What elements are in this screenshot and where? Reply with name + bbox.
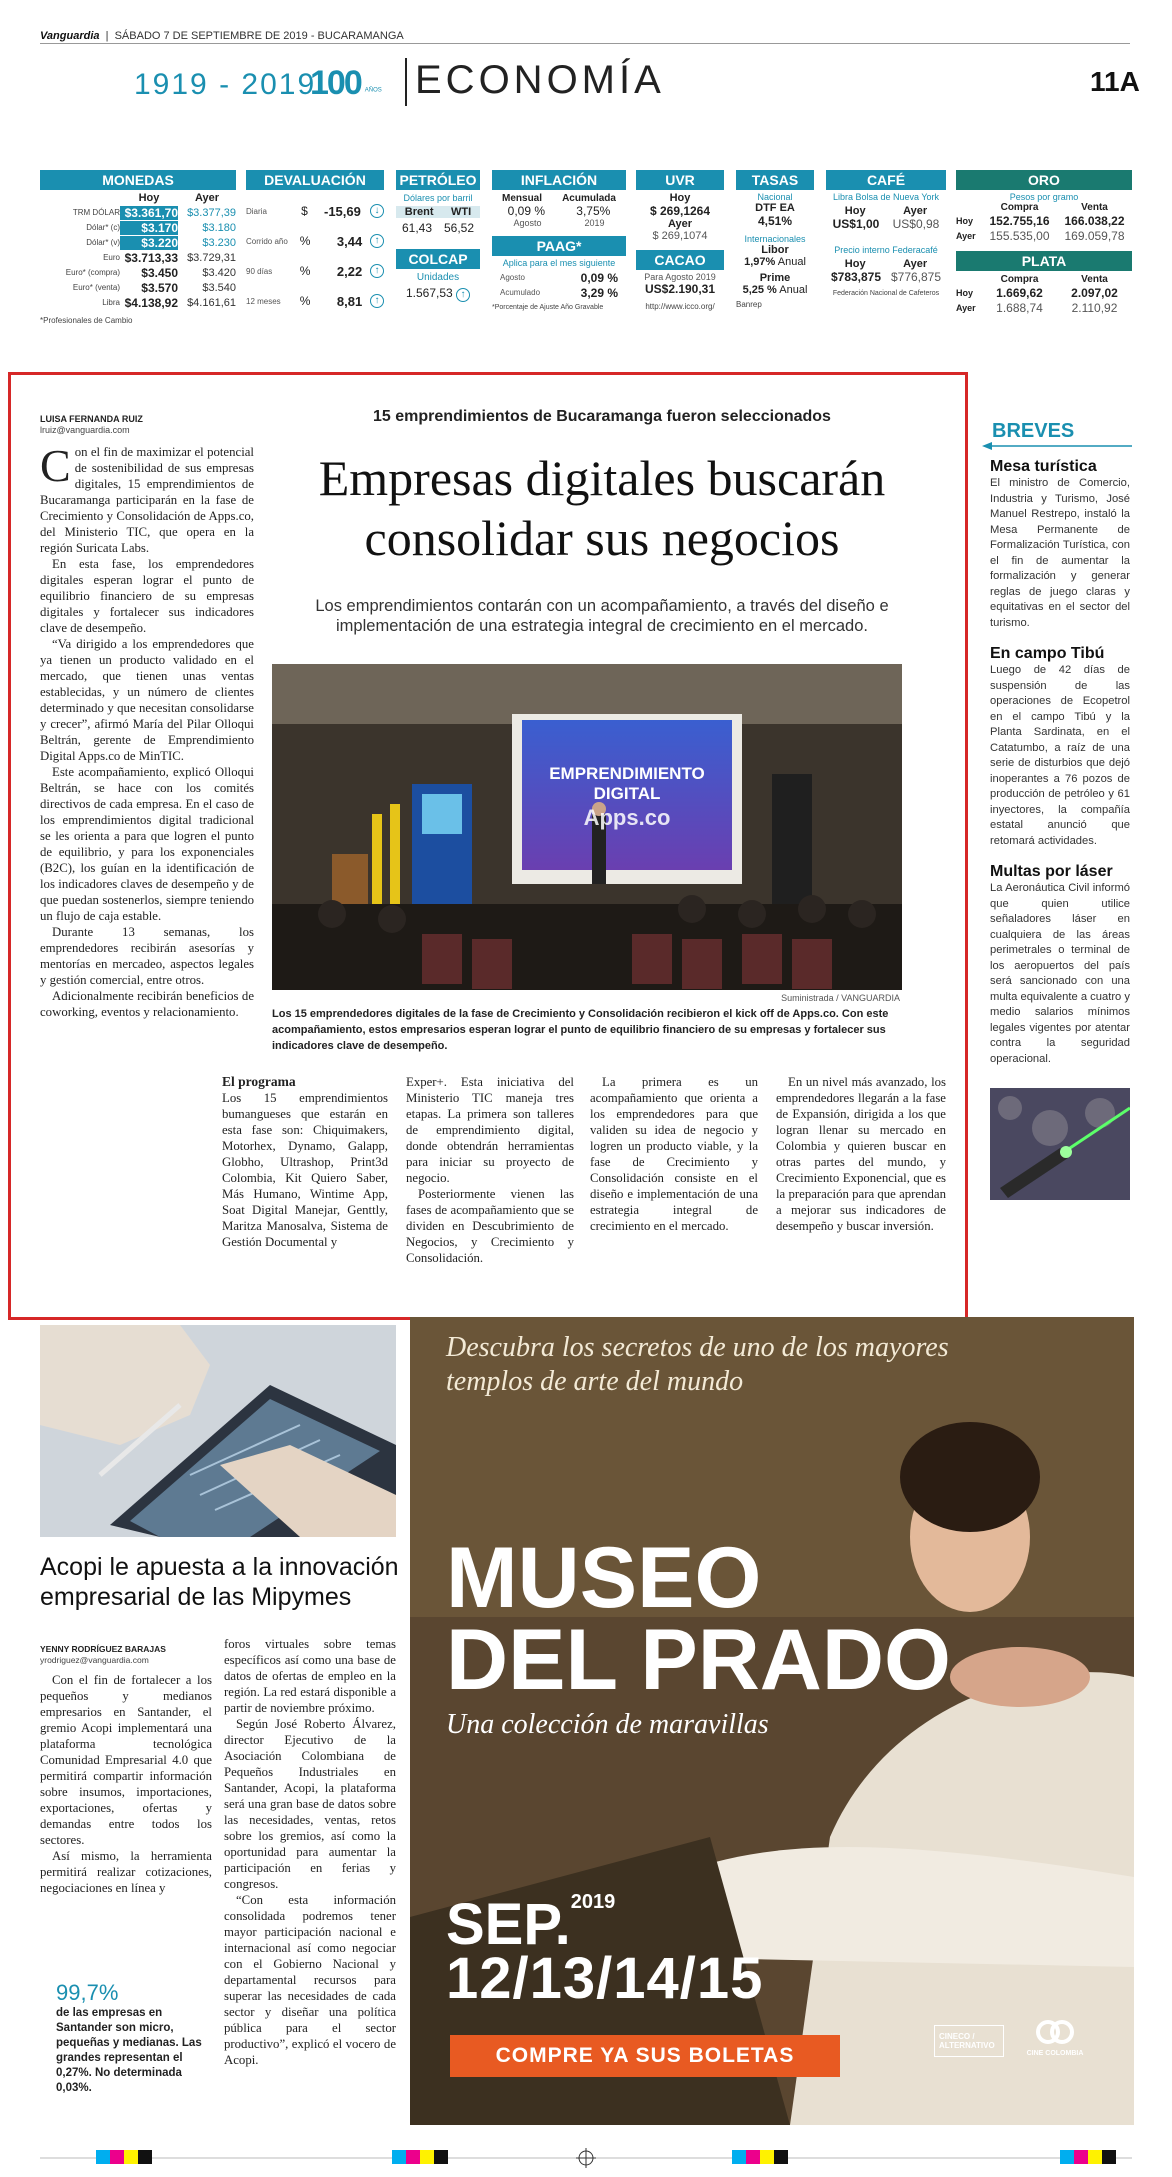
cafe-source: Federación Nacional de Cafeteros xyxy=(832,290,940,297)
monedas-row xyxy=(40,205,236,220)
paag-value: 0,09 % xyxy=(580,270,618,285)
plata-title: PLATA xyxy=(956,251,1132,271)
monedas-title: MONEDAS xyxy=(40,170,236,190)
breve-item xyxy=(990,645,1130,849)
tasas-source: Banrep xyxy=(736,300,762,309)
laser-illustration xyxy=(990,1088,1130,1200)
breves-list xyxy=(990,458,1130,1081)
acopi-stat xyxy=(56,1980,206,2096)
acopi-email: yrodriguez@vanguardia.com xyxy=(40,1655,149,1665)
acopi-col1-p1: Con el fin de fortalecer a los pequeños y medianos empresarios en Santander, el gremio Acopi implementará una plataforma tecnológica Comunidad Empresarial 4.0 que permitirá compartir información sobre insumos, importaciones, exportaciones, ofertas y demandas entre todos los sectores. xyxy=(40,1673,212,1847)
cine-colombia-logo-icon xyxy=(1035,2019,1075,2045)
inflacion-mensual: 0,09 % xyxy=(507,204,545,218)
buy-tickets-button[interactable]: COMPRE YA SUS BOLETAS xyxy=(450,2035,840,2077)
currency-hoy: $3.450 xyxy=(141,265,178,280)
cafe-col-ayer: Ayer xyxy=(903,205,928,217)
paag-note: *Porcentaje de Ajuste Año Gravable xyxy=(492,304,604,311)
article-photo xyxy=(272,664,902,990)
col-ayer: Ayer xyxy=(194,191,220,204)
deval-value: 3,44 xyxy=(336,233,363,249)
wti-label: WTI xyxy=(451,206,472,218)
article-col2-p1: Los 15 emprendimientos bumangueses que estarán en esta fase son: Chiquimakers, Motorhex, Dynamo, Galapp, Globho, Ultrashop, Print3d Colombia, Kit Quiero Saber, Más Humano, Wintime App, Soat Digital Manejar, Genttly, Maritza Manosalva, Sistema de Gestión Documental y xyxy=(222,1091,388,1249)
cafe-hoy: US$1,00 xyxy=(832,217,880,231)
breve-item xyxy=(990,458,1130,631)
cafe-ayer: US$0,98 xyxy=(892,217,940,231)
article-column-2 xyxy=(222,1074,388,1250)
tasas-box xyxy=(736,170,814,309)
cafe-subtitle2: Precio interno Federacafé xyxy=(834,245,938,255)
devaluacion-row xyxy=(246,256,384,286)
screen-text-2: DIGITAL xyxy=(593,784,661,803)
oro-venta: 169.059,78 xyxy=(1064,228,1125,243)
plata-label: Hoy xyxy=(956,287,974,298)
deval-unit: % xyxy=(299,234,311,248)
dropcap: C xyxy=(40,440,71,491)
acopi-col1-p2: Así mismo, la herramienta permitirá realizar cotizaciones, negociaciones en línea y xyxy=(40,1849,212,1895)
currency-hoy: $3.170 xyxy=(120,221,178,235)
acopi-author: YENNY RODRÍGUEZ BARAJAS xyxy=(40,1644,166,1654)
acopi-headline: Acopi le apuesta a la innovación empresarial de las Mipymes xyxy=(40,1553,399,1611)
deval-unit: % xyxy=(299,294,311,308)
inflacion-title: INFLACIÓN xyxy=(492,170,626,190)
currency-ayer: $3.180 xyxy=(202,221,236,234)
article-column-5 xyxy=(776,1074,946,1234)
anniversary-logo xyxy=(310,64,390,104)
article-subhead: Los emprendimientos contarán con un acompañamiento, a través del diseño e implementación de una estrategia integral de crecimiento en el mercado. xyxy=(315,597,889,635)
article-column-1 xyxy=(40,440,254,1020)
cacao-title: CACAO xyxy=(636,250,724,270)
petroleo-box xyxy=(396,170,480,302)
acopi-col2-p3: “Con esta información consolidada podremos tener mayor participación nacional e internacional así como negociar con el Gobierno Nacional y departamental recursos para superar las necesidades de cada sector y diseñar una política pública para el sector productivo”, explicó el vocero de Acopi. xyxy=(224,1893,396,2067)
oro-title: ORO xyxy=(956,170,1132,190)
article-author: LUISA FERNANDA RUIZ xyxy=(40,414,143,424)
screen-text-3: Apps.co xyxy=(583,805,671,830)
cafe-subtitle: Libra Bolsa de Nueva York xyxy=(832,192,940,202)
newspaper-name: Vanguardia xyxy=(40,30,100,42)
deval-unit: $ xyxy=(301,204,308,218)
monedas-row xyxy=(40,265,236,280)
deval-label: 90 días xyxy=(246,266,273,276)
subhead-el-programa: El programa xyxy=(222,1074,296,1089)
cafe-ayer2: $776,875 xyxy=(890,270,942,284)
breves-title: BREVES xyxy=(992,420,1075,442)
cafe-col-hoy: Hoy xyxy=(844,205,866,217)
photo-caption: Los 15 emprendedores digitales de la fase de Crecimiento y Consolidación recibieron el kick off de Apps.co. Con este acompañamiento, estos empresarios esperan lograr el punto de equilibrio financiero de su empresas y fortalecer sus indicadores clave de desempeño. xyxy=(272,1008,889,1052)
inflacion-col1: Mensual xyxy=(502,193,543,204)
article-col1-p5: Durante 13 semanas, los emprendedores recibirán asesorías y mentorías en mercadeo, aspectos legales y gestión comercial, entre otros. xyxy=(40,925,254,987)
currency-ayer: $3.420 xyxy=(202,266,236,279)
stat-value: 99,7% xyxy=(56,1980,119,2005)
oro-row xyxy=(956,228,1132,243)
deval-value: -15,69 xyxy=(324,203,361,219)
section-title: ECONOMÍA xyxy=(405,58,665,106)
currency-label: Dólar* (c) xyxy=(86,223,120,232)
article-col3-p2: Posteriormente vienen las fases de acompañamiento que se dividen en Descubrimiento de Negocios, y Crecimiento y Consolidación. xyxy=(406,1187,574,1265)
devaluacion-row xyxy=(246,226,384,256)
paag-value: 3,29 % xyxy=(580,285,618,300)
currency-label: Euro* (compra) xyxy=(65,268,120,277)
trend-arrow-icon: ↓ xyxy=(370,204,384,218)
oro-venta: 166.038,22 xyxy=(1064,213,1125,228)
oro-label: Ayer xyxy=(956,230,976,241)
article-col3-p1: Exper+. Esta iniciativa del Ministerio TIC maneja tres etapas. La primera son talleres de emprendimiento digital, donde obtendrán herramientas para iniciar su proyecto de negocio. xyxy=(406,1075,574,1185)
article-col5-p1: En un nivel más avanzado, los emprendedores llegarán a la fase de Expansión, dirigida a los que logran llenar su mercado en Colombia y quieren buscar en otras partes del mundo, y Crecimiento Exponencial, que es la preparación para que aprendan a mejorar sus indicadores de desempeño y buscar inversión. xyxy=(776,1075,946,1233)
oro-row xyxy=(956,213,1132,228)
ad-brand2-text: CINE COLOMBIA xyxy=(1026,2050,1084,2057)
cafe-title: CAFÉ xyxy=(826,170,946,190)
plata-row xyxy=(956,300,1132,315)
uvr-title: UVR xyxy=(636,170,724,190)
stat-text: de las empresas en Santander son micro, pequeñas y medianas. Las grandes representan el 0,27%. No determinada 0,03%. xyxy=(56,2007,202,2094)
acopi-col2-p2: Según José Roberto Álvarez, director Ejecutivo de la Asociación Colombiana de Pequeños Industriales en Santander, Acopi, la plataforma será una gran base de datos sobre las necesidades, ventas, retos sobre los gremios, así como la oportunidad para aumentar la participación en ferias y congresos. xyxy=(224,1717,396,1891)
currency-hoy: $3.570 xyxy=(141,280,178,295)
article-col1-p1: on el fin de maximizar el potencial de sostenibilidad de sus empresas digitales, 15 emprendimientos de Bucaramanga participarán en la fase de Crecimiento y Consolidación de Apps.co, del Ministerio TIC, que opera en la región Suricata Labs. xyxy=(40,445,254,555)
deval-label: 12 meses xyxy=(246,296,281,306)
monedas-note: *Profesionales de Cambio xyxy=(40,316,133,325)
acopi-photo xyxy=(40,1325,396,1537)
currency-ayer: $3.377,39 xyxy=(187,206,236,219)
currency-ayer: $4.161,61 xyxy=(187,296,236,309)
oro-col-compra: Compra xyxy=(1000,202,1039,213)
article-col1-p4: Este acompañamiento, explicó Olloqui Beltrán, se hace con los comités directivos de cada empresa. En el caso de los emprendimientos digital tradicional se les orienta a para que logren el punto de equilibrio, y para los exponenciales (B2C), los guían en la identificación de los indicadores claves de desempeño y de que puedan sostenerlos, siempre teniendo un flujo de caja estable. xyxy=(40,765,254,923)
prime-label: Prime xyxy=(759,272,791,284)
oro-compra: 155.535,00 xyxy=(989,228,1050,243)
paag-row xyxy=(492,270,626,285)
uvr-ayer: $ 269,1074 xyxy=(652,230,708,242)
article-column-3 xyxy=(406,1074,574,1266)
breve-title: Mesa turística xyxy=(990,458,1097,475)
monedas-row xyxy=(40,280,236,295)
cafe-hoy2: $783,875 xyxy=(830,270,882,284)
libor-label: Libor xyxy=(761,244,789,256)
breve-text: Luego de 42 días de suspensión de las operaciones de Ecopetrol en el campo Tibú y la Planta Sardinata, en el Catatumbo, a raíz de una serie de disturbios que dejó inoperantes a 76 pozos de producción de petróleo y 61 inyectores, la compañía estatal anunció que retomará actividades. xyxy=(990,664,1130,847)
prime-value: 5,25 % xyxy=(742,284,777,296)
currency-label: Libra xyxy=(102,298,120,307)
ad-month: SEP. xyxy=(446,1892,571,1957)
libor-unit: Anual xyxy=(777,256,806,268)
paag-subtitle: Aplica para el mes siguiente xyxy=(502,258,616,268)
cacao-subtitle: Para Agosto 2019 xyxy=(644,272,716,282)
dtf-value: 4,51% xyxy=(757,214,793,228)
monedas-row xyxy=(40,250,236,265)
plata-col-venta: Venta xyxy=(1081,274,1108,285)
ad-brand-cinecolombia xyxy=(1020,2019,1090,2057)
devaluacion-title: DEVALUACIÓN xyxy=(246,170,384,190)
currency-hoy: $3.220 xyxy=(120,236,178,250)
laser-photo xyxy=(990,1088,1130,1200)
dtf-label: DTF EA xyxy=(755,202,795,214)
trend-arrow-icon: ↑ xyxy=(370,264,384,278)
museo-prado-ad xyxy=(410,1317,1134,2125)
breve-text: La Aeronáutica Civil informó que quien utilice señaladores láser en cualquiera de las áreas perimetrales o terminal de los aeropuertos del país será sancionado con una multa equivalente a cuatro y medio salarios mínimos legales vigentes por atentar contra la seguridad operacional. xyxy=(990,882,1130,1065)
tasas-nacional: Nacional xyxy=(757,192,793,202)
deval-label: Diaria xyxy=(246,206,267,216)
colcap-unit: Unidades xyxy=(416,272,460,283)
breve-text: El ministro de Comercio, Industria y Turismo, José Manuel Restrepo, instaló la Mesa Permanente de Formalización Turística, con el fin de aumentar la formalización y generar reglas de juego claras y equitativas en el sector del turismo. xyxy=(990,477,1130,629)
devaluacion-box xyxy=(246,170,384,316)
article-column-4 xyxy=(590,1074,758,1234)
breve-title: En campo Tibú xyxy=(990,645,1105,662)
inflacion-acumulada: 3,75% xyxy=(576,204,611,218)
print-registration-marks xyxy=(0,2140,1172,2177)
ad-subtitle: Una colección de maravillas xyxy=(446,1709,769,1740)
article-kicker: 15 emprendimientos de Bucaramanga fueron seleccionados xyxy=(373,408,831,425)
oro-label: Hoy xyxy=(956,215,974,226)
oro-subtitle: Pesos por gramo xyxy=(1009,192,1079,202)
article-col1-p3: “Va dirigido a los emprendedores que ya tienen un producto validado en el mercado, que tienen unas ventas establecidas, y un número de clientes determinado y que necesitan consolidarse y crecer”, afirmó María del Pilar Olloqui Beltrán, gerente de Emprendimiento Digital Apps.co de MinTIC. xyxy=(40,637,254,763)
deval-label: Corrido año xyxy=(246,236,288,246)
currency-ayer: $3.540 xyxy=(202,281,236,294)
anniversary-years: 1919 - 2019 xyxy=(134,68,317,101)
oro-compra: 152.755,16 xyxy=(989,213,1050,228)
inflacion-mensual-label: Agosto xyxy=(513,218,542,228)
currency-hoy: $3.361,70 xyxy=(120,206,178,220)
col-hoy: Hoy xyxy=(138,191,160,204)
ad-brand-cineco: CINECO / ALTERNATIVO xyxy=(934,2025,1004,2057)
colcap-title: COLCAP xyxy=(396,249,480,269)
breve-item xyxy=(990,863,1130,1067)
tasas-title: TASAS xyxy=(736,170,814,190)
monedas-row xyxy=(40,295,236,310)
top-dateline: Vanguardia | SÁBADO 7 DE SEPTIEMBRE DE 2019 - BUCARAMANGA xyxy=(40,30,1130,44)
ad-tagline: Descubra los secretos de uno de los mayores templos de arte del mundo xyxy=(446,1332,949,1397)
plata-row xyxy=(956,285,1132,300)
brent-label: Brent xyxy=(404,206,434,218)
tasas-internacionales: Internacionales xyxy=(744,234,806,244)
currency-hoy: $4.138,92 xyxy=(124,295,178,310)
paag-label: Acumulado xyxy=(500,288,541,297)
acopi-col2-p1: foros virtuales sobre temas específicos así como una base de datos de ofertas de empleo en la región. La red estará disponible a partir de noviembre próximo. xyxy=(224,1637,396,1715)
deval-value: 8,81 xyxy=(336,293,363,309)
uvr-hoy-label: Hoy xyxy=(669,192,691,204)
libor-value: 1,97% xyxy=(744,256,776,268)
acopi-column-1 xyxy=(40,1672,212,1896)
currency-label: Euro* (venta) xyxy=(72,283,120,292)
article-col4-p1: La primera es un acompañamiento que orienta a los emprendedores para que validen su idea de negocio y logren un producto viable, y la fase de Crecimiento y Consolidación consiste en el diseño e implementación de una estrategia integral de crecimiento en el mercado. xyxy=(590,1075,758,1233)
article-headline: Empresas digitales buscarán consolidar sus negocios xyxy=(318,450,886,566)
cacao-source: http://www.icco.org/ xyxy=(645,302,715,311)
monedas-row xyxy=(40,235,236,250)
brent-value: 61,43 xyxy=(401,221,433,235)
deval-value: 2,22 xyxy=(336,263,363,279)
oro-col-venta: Venta xyxy=(1081,202,1108,213)
monedas-row xyxy=(40,220,236,235)
paag-title: PAAG* xyxy=(492,236,626,256)
ad-title-1: MUSEO xyxy=(446,1530,762,1626)
oro-box xyxy=(956,170,1132,315)
plata-col-compra: Compra xyxy=(1000,274,1039,285)
petroleo-subtitle: Dólares por barril xyxy=(403,193,473,203)
trend-arrow-icon: ↑ xyxy=(370,294,384,308)
logo-number: 100 xyxy=(310,64,361,102)
ad-days: 12/13/14/15 xyxy=(446,1946,764,2011)
article-author-email: lruiz@vanguardia.com xyxy=(40,425,130,435)
uvr-hoy: $ 269,1264 xyxy=(649,204,711,218)
trend-arrow-icon: ↑ xyxy=(370,234,384,248)
acopi-column-2 xyxy=(224,1636,396,2068)
logo-sub: AÑOS xyxy=(364,87,382,94)
inflacion-acumulada-label: 2019 xyxy=(584,218,605,228)
dateline: SÁBADO 7 DE SEPTIEMBRE DE 2019 - BUCARAMANGA xyxy=(114,30,404,42)
currency-label: TRM DÓLAR xyxy=(72,208,120,217)
prime-unit: Anual xyxy=(779,284,808,296)
plata-compra: 1.669,62 xyxy=(996,285,1043,300)
cafe-col-hoy2: Hoy xyxy=(844,258,866,270)
devaluacion-row xyxy=(246,196,384,226)
article-col1-p2: En esta fase, los emprendedores digitales esperan lograr el punto de equilibrio financiero de su empresas digitales y fortalecer sus indicadores clave de desempeño. xyxy=(40,557,254,635)
currency-ayer: $3.230 xyxy=(202,236,236,249)
deval-unit: % xyxy=(299,264,311,278)
currency-label: Euro xyxy=(103,253,120,262)
photo-credit: Suministrada / VANGUARDIA xyxy=(781,993,900,1003)
currency-hoy: $3.713,33 xyxy=(124,250,178,265)
breve-title: Multas por láser xyxy=(990,863,1113,880)
uvr-ayer-label: Ayer xyxy=(667,218,693,230)
paag-row xyxy=(492,285,626,300)
plata-venta: 2.097,02 xyxy=(1071,285,1118,300)
cacao-value: US$2.190,31 xyxy=(644,282,716,296)
ad-title-2: DEL PRADO xyxy=(446,1612,951,1708)
colcap-up-icon: ↑ xyxy=(456,288,470,302)
screen-text-1: EMPRENDIMIENTO xyxy=(549,764,705,783)
ad-title xyxy=(446,1530,951,1708)
wti-value: 56,52 xyxy=(443,221,475,235)
breves-underline xyxy=(982,440,1132,452)
inflacion-box xyxy=(492,170,626,311)
cafe-box xyxy=(826,170,946,297)
devaluacion-row xyxy=(246,286,384,316)
petroleo-title: PETRÓLEO xyxy=(396,170,480,190)
monedas-box xyxy=(40,170,236,325)
paag-label: Agosto xyxy=(500,273,525,282)
uvr-box xyxy=(636,170,724,311)
currency-label: Dólar* (v) xyxy=(86,238,120,247)
currency-ayer: $3.729,31 xyxy=(187,251,236,264)
colcap-value: 1.567,53 xyxy=(405,286,453,300)
plata-venta: 2.110,92 xyxy=(1071,300,1118,315)
article-col1-p6: Adicionalmente recibirán beneficios de coworking, eventos y relacionamiento. xyxy=(40,989,254,1019)
inflacion-col2: Acumulada xyxy=(562,193,616,204)
plata-label: Ayer xyxy=(956,302,976,313)
plata-compra: 1.688,74 xyxy=(996,300,1043,315)
page-number: 11A xyxy=(1090,66,1140,97)
cafe-col-ayer2: Ayer xyxy=(903,258,928,270)
tablet-illustration xyxy=(40,1325,396,1537)
ad-year: 2019 xyxy=(570,1891,616,1913)
